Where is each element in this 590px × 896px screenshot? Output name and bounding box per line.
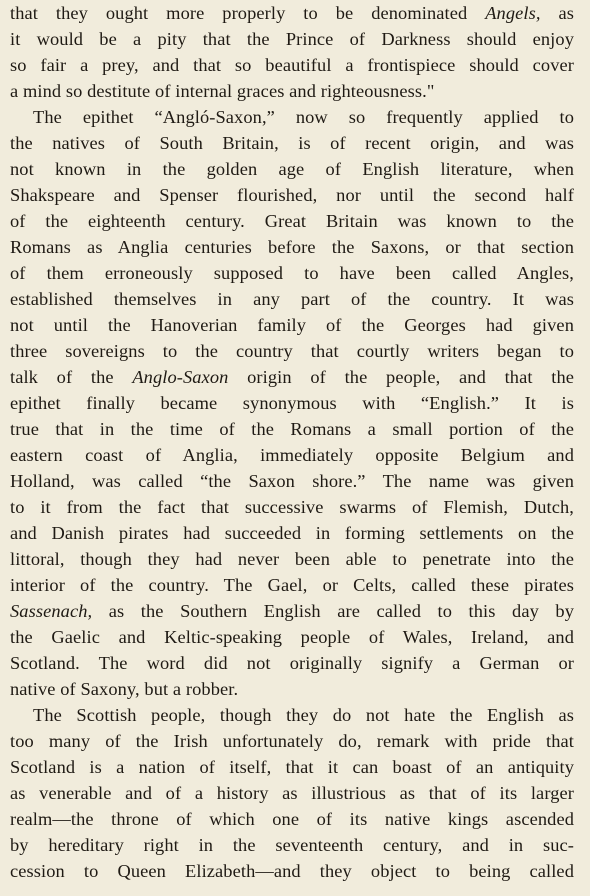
text-line xyxy=(10,52,574,78)
text-run: it would be a pity that the Prince of Darkness should enjoy xyxy=(10,29,574,49)
text-line xyxy=(33,702,574,728)
text-run: the Gaelic and Keltic-speaking people of Wales, Ireland, and xyxy=(10,627,574,647)
text-run: of them erroneously supposed to have been called Angles, xyxy=(10,263,574,283)
text-run: that they ought more properly to be denominated xyxy=(10,3,486,23)
text-run: Scotland. The word did not originally signify a German or xyxy=(10,653,574,673)
text-line xyxy=(10,780,574,806)
italic-run: Sassenach, xyxy=(10,601,93,621)
text-run: Scotland is a nation of itself, that it can boast of an antiquity xyxy=(10,757,574,777)
text-line xyxy=(10,494,574,520)
text-run: The epithet “Angló-Saxon,” now so frequently applied to xyxy=(33,107,574,127)
text-run: established themselves in any part of the country. It was xyxy=(10,289,574,309)
text-line xyxy=(10,754,574,780)
text-line xyxy=(10,156,574,182)
text-line xyxy=(10,624,574,650)
text-run: by hereditary right in the seventeenth century, and in suc- xyxy=(10,835,574,855)
text-line xyxy=(10,78,574,104)
text-line xyxy=(10,676,574,702)
text-line xyxy=(10,572,574,598)
text-run: realm—the throne of which one of its native kings ascended xyxy=(10,809,574,829)
text-line xyxy=(10,390,574,416)
text-line xyxy=(10,468,574,494)
text-run: talk of the xyxy=(10,367,133,387)
text-run: and Danish pirates had succeeded in forming settlements on the xyxy=(10,523,574,543)
text-run: as venerable and of a history as illustrious as that of its larger xyxy=(10,783,574,803)
text-line xyxy=(10,130,574,156)
text-run: to it from the fact that successive swarms of Flemish, Dutch, xyxy=(10,497,574,517)
text-run: not known in the golden age of English literature, when xyxy=(10,159,574,179)
italic-run: Angels, xyxy=(485,3,541,23)
text-line xyxy=(10,260,574,286)
text-line xyxy=(10,26,574,52)
text-run: Holland, was called “the Saxon shore.” The name was given xyxy=(10,471,574,491)
text-run: littoral, though they had never been able to penetrate into the xyxy=(10,549,574,569)
text-run: three sovereigns to the country that courtly writers began to xyxy=(10,341,574,361)
text-line xyxy=(10,806,574,832)
italic-run: Anglo-Saxon xyxy=(132,367,229,387)
text-run: too many of the Irish unfortunately do, remark with pride that xyxy=(10,731,574,751)
text-line xyxy=(33,104,574,130)
text-run: of the eighteenth century. Great Britain was known to the xyxy=(10,211,574,231)
text-run: as the Southern English are called to this day by xyxy=(92,601,574,621)
text-line xyxy=(10,416,574,442)
text-run: a mind so destitute of internal graces and righteousness." xyxy=(10,81,435,101)
text-line xyxy=(10,442,574,468)
text-line xyxy=(10,832,574,858)
text-run: native of Saxony, but a robber. xyxy=(10,679,239,699)
text-run: not until the Hanoverian family of the Georges had given xyxy=(10,315,574,335)
text-line xyxy=(10,364,574,390)
text-run: true that in the time of the Romans a small portion of the xyxy=(10,419,574,439)
text-run: The Scottish people, though they do not hate the English as xyxy=(33,705,574,725)
text-line xyxy=(10,650,574,676)
text-run: cession to Queen Elizabeth—and they object to being called xyxy=(10,861,574,881)
text-run: eastern coast of Anglia, immediately opposite Belgium and xyxy=(10,445,574,465)
text-run: Shakspeare and Spenser flourished, nor until the second half xyxy=(10,185,574,205)
text-run: origin of the people, and that the xyxy=(228,367,575,387)
text-line xyxy=(10,520,574,546)
text-run: as xyxy=(540,3,574,23)
text-line xyxy=(10,338,574,364)
text-run: Romans as Anglia centuries before the Saxons, or that section xyxy=(10,237,574,257)
text-line xyxy=(10,208,574,234)
text-run: interior of the country. The Gael, or Celts, called these pirates xyxy=(10,575,574,595)
text-run: so fair a prey, and that so beautiful a frontispiece should cover xyxy=(10,55,574,75)
text-line xyxy=(10,0,574,26)
text-line xyxy=(10,182,574,208)
text-line xyxy=(10,234,574,260)
text-line xyxy=(10,312,574,338)
text-line xyxy=(10,858,574,884)
text-run: epithet finally became synonymous with “English.” It is xyxy=(10,393,574,413)
text-line xyxy=(10,728,574,754)
text-line xyxy=(10,598,574,624)
text-line xyxy=(10,546,574,572)
text-run: the natives of South Britain, is of recent origin, and was xyxy=(10,133,574,153)
text-line xyxy=(10,286,574,312)
